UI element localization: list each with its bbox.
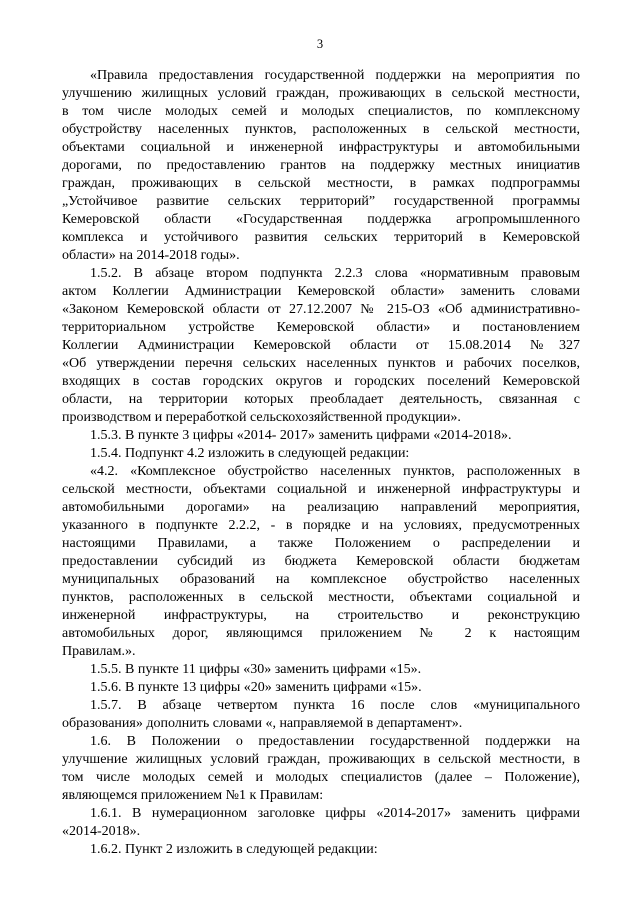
text-line: комплекса и устойчивого развития сельских территорий в Кемеровской (62, 230, 580, 245)
text-line: 1.6.1. В нумерационном заголовке цифры «2014-2017» заменить цифрами (90, 806, 580, 821)
text-line: 1.6. В Положении о предоставлении государственной поддержки на (90, 734, 580, 749)
text-line: улучшению жилищных условий граждан, проживающих в сельской местности, (62, 86, 580, 101)
text-line: производством и переработкой сельскохозяйственной продукции». (62, 410, 461, 425)
text-line: 1.5.7. В абзаце четвертом пункта 16 после слов «муниципального (90, 698, 580, 713)
text-line: являющемся приложением №1 к Правилам: (62, 788, 324, 803)
text-line: входящих в состав городских округов и городских поселений Кемеровской (62, 374, 580, 389)
text-line: области» на 2014-2018 годы». (62, 248, 240, 263)
text-line: дорогами, по предоставлению грантов на поддержку местных инициатив (62, 158, 580, 173)
text-line: инженерной инфраструктуры, на строительство и реконструкцию (62, 608, 580, 623)
text-line: том числе молодых семей и молодых специалистов (далее – Положение), (62, 770, 580, 785)
text-line: указанного в подпункте 2.2.2, - в порядке и на условиях, предусмотренных (62, 518, 580, 533)
text-line: «4.2. «Комплексное обустройство населенных пунктов, расположенных в (90, 464, 580, 479)
text-line: 1.5.6. В пункте 13 цифры «20» заменить цифрами «15». (90, 680, 422, 695)
text-line: 1.5.3. В пункте 3 цифры «2014- 2017» заменить цифрами «2014-2018». (90, 428, 512, 443)
text-line: в том числе молодых семей и молодых специалистов, по комплексному (62, 104, 580, 119)
text-line: граждан, проживающих в сельской местности, в рамках подпрограммы (62, 176, 580, 191)
text-line: Правилам.». (62, 644, 136, 659)
text-line: 1.6.2. Пункт 2 изложить в следующей редакции: (90, 842, 378, 857)
text-line: «Правила предоставления государственной поддержки на мероприятия по (90, 68, 580, 83)
text-line: пунктов, расположенных в сельской местности, объектами социальной и (62, 590, 580, 605)
text-line: сельской местности, объектами социальной и инженерной инфраструктуры и (62, 482, 580, 497)
text-line: 1.5.2. В абзаце втором подпункта 2.2.3 слова «нормативным правовым (90, 266, 580, 281)
text-line: обустройству населенных пунктов, расположенных в сельской местности, (62, 122, 580, 137)
text-line: актом Коллегии Администрации Кемеровской области» заменить словами (62, 284, 580, 299)
text-line: образования» дополнить словами «, направляемой в департамент». (62, 716, 463, 731)
text-line: настоящими Правилами, а также Положением о распределении и (62, 536, 580, 551)
text-line: «2014-2018». (62, 824, 141, 839)
text-line: улучшение жилищных условий граждан, проживающих в сельской местности, в (62, 752, 580, 767)
text-line: «Законом Кемеровской области от 27.12.2007 № 215-ОЗ «Об административно- (62, 302, 580, 317)
page-number: 3 (316, 37, 324, 51)
text-line: объектами социальной и инженерной инфраструктуры и автомобильными (62, 140, 580, 155)
text-line: муниципальных образований на комплексное обустройство населенных (62, 572, 580, 587)
text-line: „Устойчивое развитие сельских территорий” государственной программы (62, 194, 580, 209)
text-line: Коллегии Администрации Кемеровской области от 15.08.2014 №327 (62, 338, 580, 353)
text-line: «Об утверждении перечня сельских населенных пунктов и рабочих поселков, (62, 356, 580, 371)
text-line: Кемеровской области «Государственная поддержка агропромышленного (62, 212, 580, 227)
text-line: 1.5.5. В пункте 11 цифры «30» заменить цифрами «15». (90, 662, 422, 677)
text-line: автомобильными дорогами» на реализацию направлений мероприятия, (62, 500, 580, 515)
text-line: автомобильных дорог, являющимся приложением № 2 к настоящим (62, 626, 580, 641)
text-line: территориальном устройстве Кемеровской области» и постановлением (62, 320, 580, 335)
text-line: области, на территории которых преобладает деятельность, связанная с (62, 392, 580, 407)
text-line: предоставлении субсидий из бюджета Кемеровской области бюджетам (62, 554, 580, 569)
text-line: 1.5.4. Подпункт 4.2 изложить в следующей редакции: (90, 446, 410, 461)
